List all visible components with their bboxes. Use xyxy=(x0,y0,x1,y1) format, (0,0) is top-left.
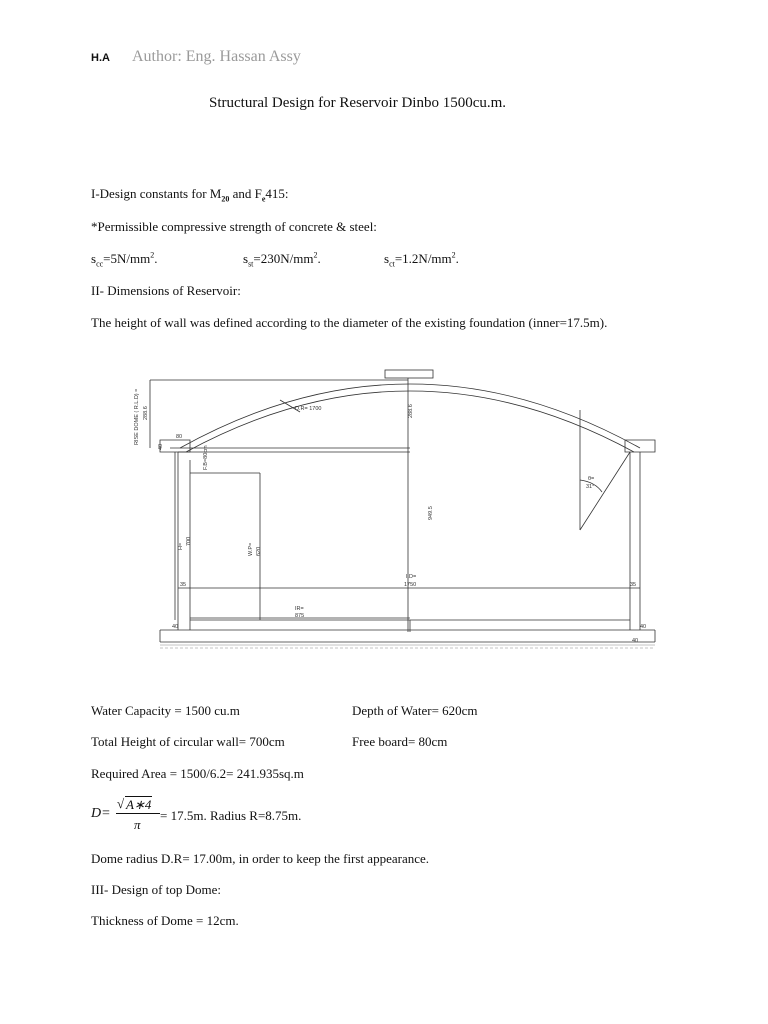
free-board-label: F.B=80cm xyxy=(203,445,209,470)
theta-label: θ= xyxy=(588,476,595,482)
stress-tension: $s_{ct}=1.2N/mm^2$. xyxy=(384,250,459,269)
dome-crown xyxy=(385,370,433,378)
dome-radius-label: D.R= 1700 xyxy=(295,406,322,412)
formula-lhs: D= xyxy=(91,806,111,821)
dim-40-bottom-right: 40 xyxy=(632,638,639,644)
formula-denominator: π xyxy=(134,817,141,832)
wp-value: 620 xyxy=(256,546,262,556)
free-board-text: Free board= 80cm xyxy=(352,734,448,749)
dome-thickness-text: Thickness of Dome = 12cm. xyxy=(91,913,239,928)
rise-value-center: 288.6 xyxy=(408,404,414,418)
total-height-text: Total Height of circular wall= 700cm xyxy=(91,734,285,749)
id-label: I.D= xyxy=(406,574,417,580)
ir-value: 875 xyxy=(295,613,305,619)
stress-concrete: $s_{cc}=5N/mm^2$. xyxy=(91,250,158,269)
left-ring-beam xyxy=(160,440,190,452)
header-author: Author: Eng. Hassan Assy xyxy=(132,48,301,65)
dim-35-left: 35 xyxy=(180,582,187,588)
depth-label: 949.5 xyxy=(428,506,434,520)
right-ring-beam xyxy=(625,440,655,452)
design-constants-heading: I-Design constants for $M_{20}$ and $F_e415$: xyxy=(91,186,289,204)
theta-value: 31° xyxy=(586,484,595,490)
sqrt-icon: √ xyxy=(117,796,125,811)
depth-of-water-text: Depth of Water= 620cm xyxy=(352,703,478,718)
dim-35-right: 35 xyxy=(630,582,637,588)
ir-label: IR= xyxy=(295,606,304,612)
dimensions-heading: II- Dimensions of Reservoir: xyxy=(91,283,241,298)
top-dome-heading: III- Design of top Dome: xyxy=(91,882,221,897)
permissible-strength-text: *Permissible compressive strength of concrete & steel: xyxy=(91,219,377,234)
required-area-text: Required Area = 1500/6.2= 241.935sq.m xyxy=(91,766,304,781)
fraction-bar xyxy=(116,813,160,814)
water-capacity-text: Water Capacity = 1500 cu.m xyxy=(91,703,240,718)
page-title: Structural Design for Reservoir Dinbo 1500cu.m. xyxy=(209,95,507,111)
dim-80: 80 xyxy=(176,434,183,440)
rise-value: 288.6 xyxy=(143,406,149,420)
reservoir-section-drawing xyxy=(130,360,670,660)
h-label: H= xyxy=(178,542,184,550)
header-initials: H.A xyxy=(91,52,110,64)
id-value: 1750 xyxy=(404,582,417,588)
formula-result: = 17.5m. Radius R=8.75m. xyxy=(160,808,302,823)
wall-height-text: The height of wall was defined according to the diameter of the existing foundation (inner=17.5m). xyxy=(91,315,608,330)
h-value: 700 xyxy=(186,536,192,546)
dim-40-right: 40 xyxy=(640,624,647,630)
dome-radius-text: Dome radius D.R= 17.00m, in order to keep the first appearance. xyxy=(91,851,430,866)
stress-steel: $s_{st}=230N/mm^2$. xyxy=(243,250,321,269)
diameter-formula xyxy=(91,796,351,836)
dim-40-left: 40 xyxy=(172,624,179,630)
formula-numerator: A∗4 xyxy=(126,797,152,812)
dim-40-top: 40 xyxy=(158,443,164,450)
wp-label: W.P= xyxy=(248,542,254,556)
rise-dome-label: RISE DOME ( R.L.D) = xyxy=(134,388,140,445)
dome-inner-arc xyxy=(186,391,634,452)
